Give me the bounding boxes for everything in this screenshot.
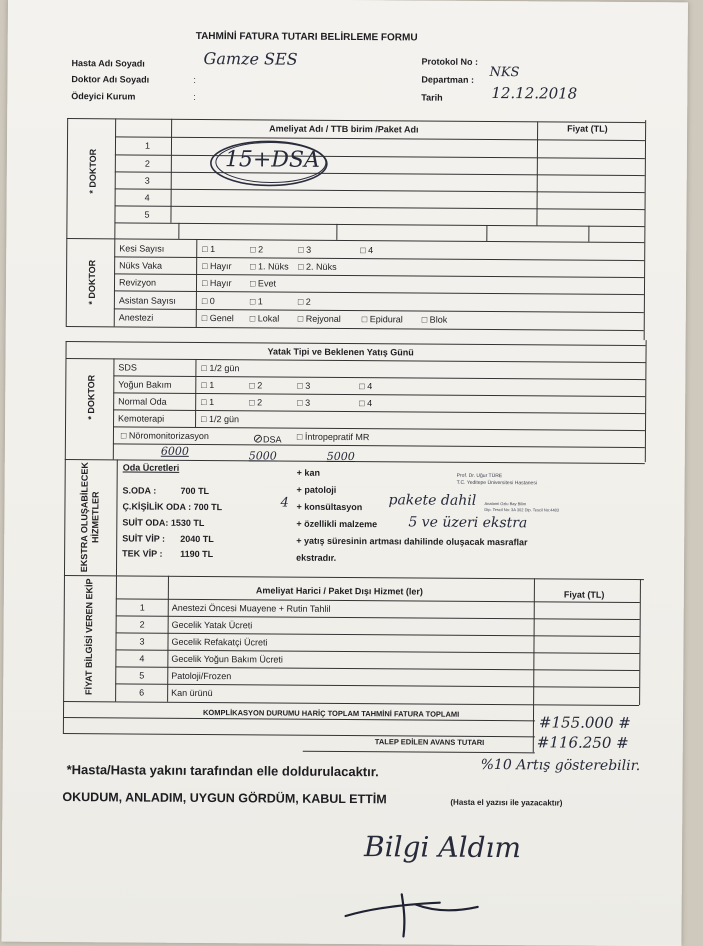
checkbox-option[interactable]: □ 1	[201, 396, 215, 408]
surgery-price-header: Fiyat (TL)	[567, 123, 608, 134]
hand-note: 4	[280, 495, 289, 511]
checkbox-option[interactable]: □ Nöromonitorizasyon	[120, 430, 209, 442]
checkbox-option[interactable]: □ 2	[250, 244, 264, 255]
hand-price: 5000	[326, 449, 355, 464]
service-text: Anestezi Öncesi Muayene + Rutin Tahlil	[171, 602, 331, 614]
hand-acknowledgement: Bilgi Aldım	[363, 830, 522, 865]
surgery-row-number: 1	[144, 140, 151, 151]
stamp-text: Anatomi Ozlu Bay Bilim	[484, 500, 527, 507]
surgery-row-number: 5	[144, 209, 150, 220]
checkbox-option[interactable]: □ 4	[360, 245, 374, 256]
option-row-label: Anestezi	[118, 312, 154, 323]
total-label: KOMPLİKASYON DURUMU HARİÇ TOPLAM TAHMİNİ FATURA TOPLAMI	[202, 708, 460, 719]
total-value: #155.000 #	[538, 713, 631, 732]
advance-value: #116.250 #	[536, 733, 629, 752]
extra-item: + patoloji	[296, 484, 337, 495]
services-header: Ameliyat Harici / Paket Dışı Hizmet (ler)	[255, 585, 423, 597]
service-number: 6	[139, 687, 145, 698]
checkbox-option[interactable]: □ 1	[201, 379, 215, 391]
surgery-handwritten: 15+DSA	[224, 147, 320, 173]
checkbox-option[interactable]: □ 0	[201, 295, 215, 307]
checkbox-option[interactable]: □ 1/2 gün	[201, 413, 240, 425]
service-text: Gecelik Refakatçi Ücreti	[171, 636, 268, 648]
surgery-header: Ameliyat Adı / TTB birim /Paket Adı	[269, 123, 419, 135]
checkbox-option[interactable]: □ 1/2 gün	[201, 362, 240, 374]
bed-row-label: Normal Oda	[118, 396, 167, 407]
checkbox-option[interactable]: □ Genel	[201, 312, 234, 324]
options-side-label: * DOKTOR	[86, 259, 98, 305]
hand-note: pakete dahil	[388, 492, 477, 509]
service-number: 3	[139, 636, 145, 647]
room-name: TEK VİP :	[122, 548, 163, 559]
checkbox-option[interactable]: □ 1	[202, 243, 216, 255]
checkbox-option[interactable]: □ 3	[298, 244, 312, 255]
payer-label: Ödeyici Kurum	[71, 91, 136, 102]
room-name: SUİT VİP :	[122, 533, 166, 544]
checkbox-option[interactable]: □ 2	[249, 397, 263, 408]
hand-price: 6000	[160, 444, 189, 458]
date-label: Tarih	[421, 92, 443, 103]
patient-label: Hasta Adı Soyadı	[71, 58, 145, 69]
payer-colon: :	[193, 91, 196, 102]
surgery-row-number: 2	[144, 158, 150, 169]
checkbox-option[interactable]: □ 3	[297, 397, 311, 408]
bed-header: Yatak Tipi ve Beklenen Yatış Günü	[267, 346, 414, 358]
surgery-row-number: 4	[144, 192, 150, 203]
service-number: 4	[139, 653, 145, 664]
bed-side-label: * DOKTOR	[86, 374, 97, 420]
checkbox-option[interactable]: □ 3	[297, 380, 311, 391]
checkbox-option[interactable]: □ 2	[297, 296, 311, 307]
room-title: Oda Ücretleri	[122, 462, 180, 473]
option-row-label: Kesi Sayısı	[119, 243, 165, 254]
service-number: 2	[139, 619, 145, 630]
room-price: 700 TL	[180, 485, 210, 497]
surgery-row-number: 3	[144, 175, 150, 186]
checkbox-option[interactable]: □ İntropepratif MR	[296, 431, 370, 443]
footer-read: OKUDUM, ANLADIM, UYGUN GÖRDÜM, KABUL ETTİM	[62, 790, 387, 807]
checkbox-option-label: DSA	[262, 434, 282, 445]
hand-note: 5 ve üzeri ekstra	[408, 514, 528, 532]
checkbox-option[interactable]: □ 1	[249, 296, 263, 307]
patient-value: Gamze SES	[203, 48, 298, 69]
service-text: Gecelik Yoğun Bakım Ücreti	[171, 653, 283, 665]
service-number: 5	[139, 670, 145, 681]
service-number: 1	[139, 602, 145, 613]
hand-increase-note: %10 Artış gösterebilir.	[480, 756, 641, 775]
extras-side-label: EKSTRA OLUŞABİLECEK HİZMETLER	[78, 462, 101, 573]
form-title: TAHMİNİ FATURA TUTARI BELİRLEME FORMU	[195, 30, 418, 44]
form-sheet	[1, 0, 688, 946]
protocol-label: Protokol No :	[421, 56, 479, 67]
footer-read-small: (Hasta el yazısı ile yazacaktır)	[450, 797, 563, 808]
checkbox-option[interactable]: □ 4	[359, 381, 373, 392]
extra-item: + konsültasyon	[296, 501, 363, 513]
service-text: Gecelik Yatak Ücreti	[171, 619, 253, 631]
checkbox-option[interactable]: □ 4	[359, 398, 373, 409]
option-row-label: Asistan Sayısı	[118, 295, 176, 306]
checkbox-option[interactable]: □ 1. Nüks	[250, 261, 289, 272]
room-price: 1190 TL	[180, 548, 214, 560]
checkbox-option[interactable]: □ Blok	[421, 314, 448, 325]
doctor-label: Doktor Adı Soyadı	[71, 74, 150, 85]
extra-item: + özellikli malzeme	[296, 518, 378, 530]
checkbox-option[interactable]: □ Hayır	[202, 260, 232, 272]
extra-item: + yatış süresinin artması dahilinde oluşacak masraflar	[296, 535, 528, 548]
signature-icon	[341, 880, 481, 941]
checkbox-option[interactable]: □ Lokal	[249, 313, 280, 324]
services-price-header: Fiyat (TL)	[563, 589, 605, 600]
bed-row-label: Kemoterapi	[118, 413, 165, 424]
checkbox-option[interactable]: □ 2	[249, 380, 263, 391]
checkbox-option[interactable]: □ Evet	[249, 278, 277, 289]
stamp-text: Dip. Tescil No: 3A 302 Dip. Tescil No:4483	[484, 506, 560, 513]
extra-item: + kan	[296, 467, 320, 478]
hand-price: 5000	[248, 449, 277, 463]
department-value: NKS	[489, 64, 520, 81]
option-row-label: Revizyon	[118, 277, 157, 288]
checkbox-option[interactable]: □ Rejyonal	[297, 313, 341, 324]
footer-note: *Hasta/Hasta yakını tarafından elle doldurulacaktır.	[66, 762, 379, 780]
room-name: SUİT ODA: 1530 TL	[122, 517, 205, 529]
checkbox-option[interactable]: □ Hayır	[201, 277, 232, 289]
stamp-text: T.C. Yeditepe Üniversitesi Hastanesi	[456, 479, 537, 487]
services-side-label: FİYAT BİLGİSİ VEREN EKİP	[83, 578, 95, 696]
doctor-colon: :	[193, 74, 196, 85]
check-mark-icon: ⊘	[252, 431, 264, 446]
checkbox-option[interactable]: □ 2. Nüks	[298, 261, 337, 272]
room-name: Ç.KİŞİLİK ODA : 700 TL	[122, 501, 223, 513]
surgery-side-label: * DOKTOR	[87, 148, 98, 194]
service-text: Patoloji/Frozen	[171, 670, 232, 682]
department-label: Departman :	[421, 74, 474, 85]
service-text: Kan ürünü	[171, 687, 213, 699]
checkbox-option-checked[interactable]	[253, 431, 282, 445]
bed-row-label: SDS	[118, 362, 137, 373]
room-name: S.ODA :	[122, 485, 157, 496]
date-value: 12.12.2018	[491, 84, 578, 103]
stamp-text: Prof. Dr. Uğur TÜRE	[456, 472, 503, 480]
checkbox-option[interactable]: □ Epidural	[361, 314, 403, 325]
bed-row-label: Yoğun Bakım	[118, 379, 172, 390]
option-row-label: Nüks Vaka	[119, 260, 163, 271]
advance-label: TALEP EDİLEN AVANS TUTARI	[374, 737, 485, 747]
room-price: 2040 TL	[180, 533, 214, 545]
extra-item: ekstradır.	[296, 552, 337, 563]
